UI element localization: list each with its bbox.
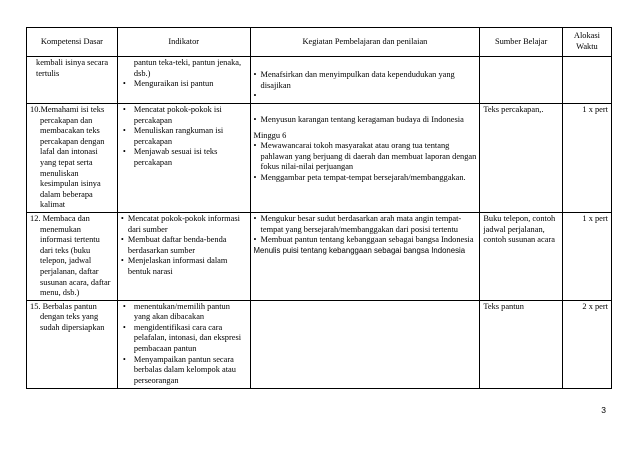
kegiatan-cell xyxy=(250,104,480,213)
list-item: • Menyusun karangan tentang keragaman budaya di Indonesia xyxy=(254,115,477,126)
list-item: • Menjelaskan informasi dalam bentuk narasi xyxy=(121,256,247,277)
table-row xyxy=(27,300,612,388)
kegiatan-plain-text: Menulis puisi tentang kebanggaan sebagai bangsa Indonesia xyxy=(253,245,466,255)
table-row xyxy=(27,212,612,300)
kd-cell xyxy=(27,104,118,213)
kegiatan-list xyxy=(254,70,477,91)
indikator-continuation: pantun teka-teki, pantun jenaka, dsb.) xyxy=(133,58,242,78)
indikator-list xyxy=(121,302,247,387)
list-item: • Mencatat pokok-pokok isi percakapan xyxy=(121,105,247,126)
indikator-cell xyxy=(117,300,250,388)
list-item: • Mewawancarai tokoh masyarakat atau orang tua tentang pahlawan yang berjuang di daerah dan membuat laporan dengan fokus nilai-nilai perjuangan xyxy=(254,141,477,173)
kegiatan-cell xyxy=(250,300,480,388)
sumber-cell: Teks percakapan,. xyxy=(480,104,563,213)
list-item: • Membuat pantun tentang kebanggaan sebagai bangsa Indonesia xyxy=(254,235,477,246)
kd-cell xyxy=(27,57,118,104)
waktu-cell: 1 x pert xyxy=(562,212,611,300)
sumber-cell xyxy=(480,57,563,104)
page-number: 3 xyxy=(601,405,606,415)
kegiatan-list xyxy=(254,115,477,126)
list-item: • Menjawab sesuai isi teks percakapan xyxy=(121,147,247,168)
indikator-list xyxy=(121,105,247,169)
sumber-cell: Teks pantun xyxy=(480,300,563,388)
list-item: • Menuliskan rangkuman isi percakapan xyxy=(121,126,247,147)
kd-cell xyxy=(27,300,118,388)
indikator-list xyxy=(121,214,247,278)
list-item: • Menggambar peta tempat-tempat bersejarah/membanggakan. xyxy=(254,173,477,184)
kd-cell xyxy=(27,212,118,300)
waktu-cell xyxy=(562,57,611,104)
minggu-label: Minggu 6 xyxy=(253,130,287,140)
header-kompetensi-dasar: Kompetensi Dasar xyxy=(27,28,118,57)
header-kegiatan: Kegiatan Pembelajaran dan penilaian xyxy=(250,28,480,57)
header-indikator: Indikator xyxy=(117,28,250,57)
list-item: • Menguraikan isi pantun xyxy=(121,79,247,90)
indikator-cell xyxy=(117,212,250,300)
indikator-list xyxy=(121,79,247,90)
list-item: • Membuat daftar benda-benda berdasarkan sumber xyxy=(121,235,247,256)
kd-text: kembali isinya secara tertulis xyxy=(36,58,109,78)
kd-text: 15. Berbalas pantun dengan teks yang sudah dipersiapkan xyxy=(30,301,105,332)
sumber-cell: Buku telepon, contoh jadwal perjalanan, contoh susunan acara xyxy=(480,212,563,300)
list-item: • Menafsirkan dan menyimpulkan data kependudukan yang disajikan xyxy=(254,70,477,91)
indikator-cell xyxy=(117,57,250,104)
header-alokasi-waktu: Alokasi Waktu xyxy=(562,28,611,57)
header-row xyxy=(27,28,612,57)
waktu-cell: 1 x pert xyxy=(562,104,611,213)
list-item: • Menyampaikan pantun secara berbalas dalam kelompok atau perseorangan xyxy=(121,355,247,387)
syllabus-table xyxy=(26,27,612,389)
list-item: • menentukan/memilih pantun yang akan dibacakan xyxy=(121,302,247,323)
kegiatan-cell xyxy=(250,212,480,300)
waktu-cell: 2 x pert xyxy=(562,300,611,388)
kegiatan-list xyxy=(254,214,477,246)
kegiatan-cell xyxy=(250,57,480,104)
header-sumber-belajar: Sumber Belajar xyxy=(480,28,563,57)
kegiatan-list xyxy=(254,141,477,183)
list-item: • Mencatat pokok-pokok informasi dari sumber xyxy=(121,214,247,235)
list-item: • mengidentifikasi cara cara pelafalan, intonasi, dan ekspresi pembacaan pantun xyxy=(121,323,247,355)
table-row xyxy=(27,104,612,213)
table-row xyxy=(27,57,612,104)
kd-text: 12. Membaca dan menemukan informasi tertentu dari teks (buku telepon, jadwal perjalanan, daftar susunan acara, daftar menu, dsb.) xyxy=(30,213,111,298)
indikator-cell xyxy=(117,104,250,213)
kd-text: 10.Memahami isi teks percakapan dan membacakan teks percakapan dengan lafal dan intonasi yang tepat serta menuliskan kesimpulan isinya dalam beberapa kalimat xyxy=(30,105,105,210)
list-item: • Mengukur besar sudut berdasarkan arah mata angin tempat-tempat yang bersejarah/membanggakan dari posisi tertentu xyxy=(254,214,477,235)
